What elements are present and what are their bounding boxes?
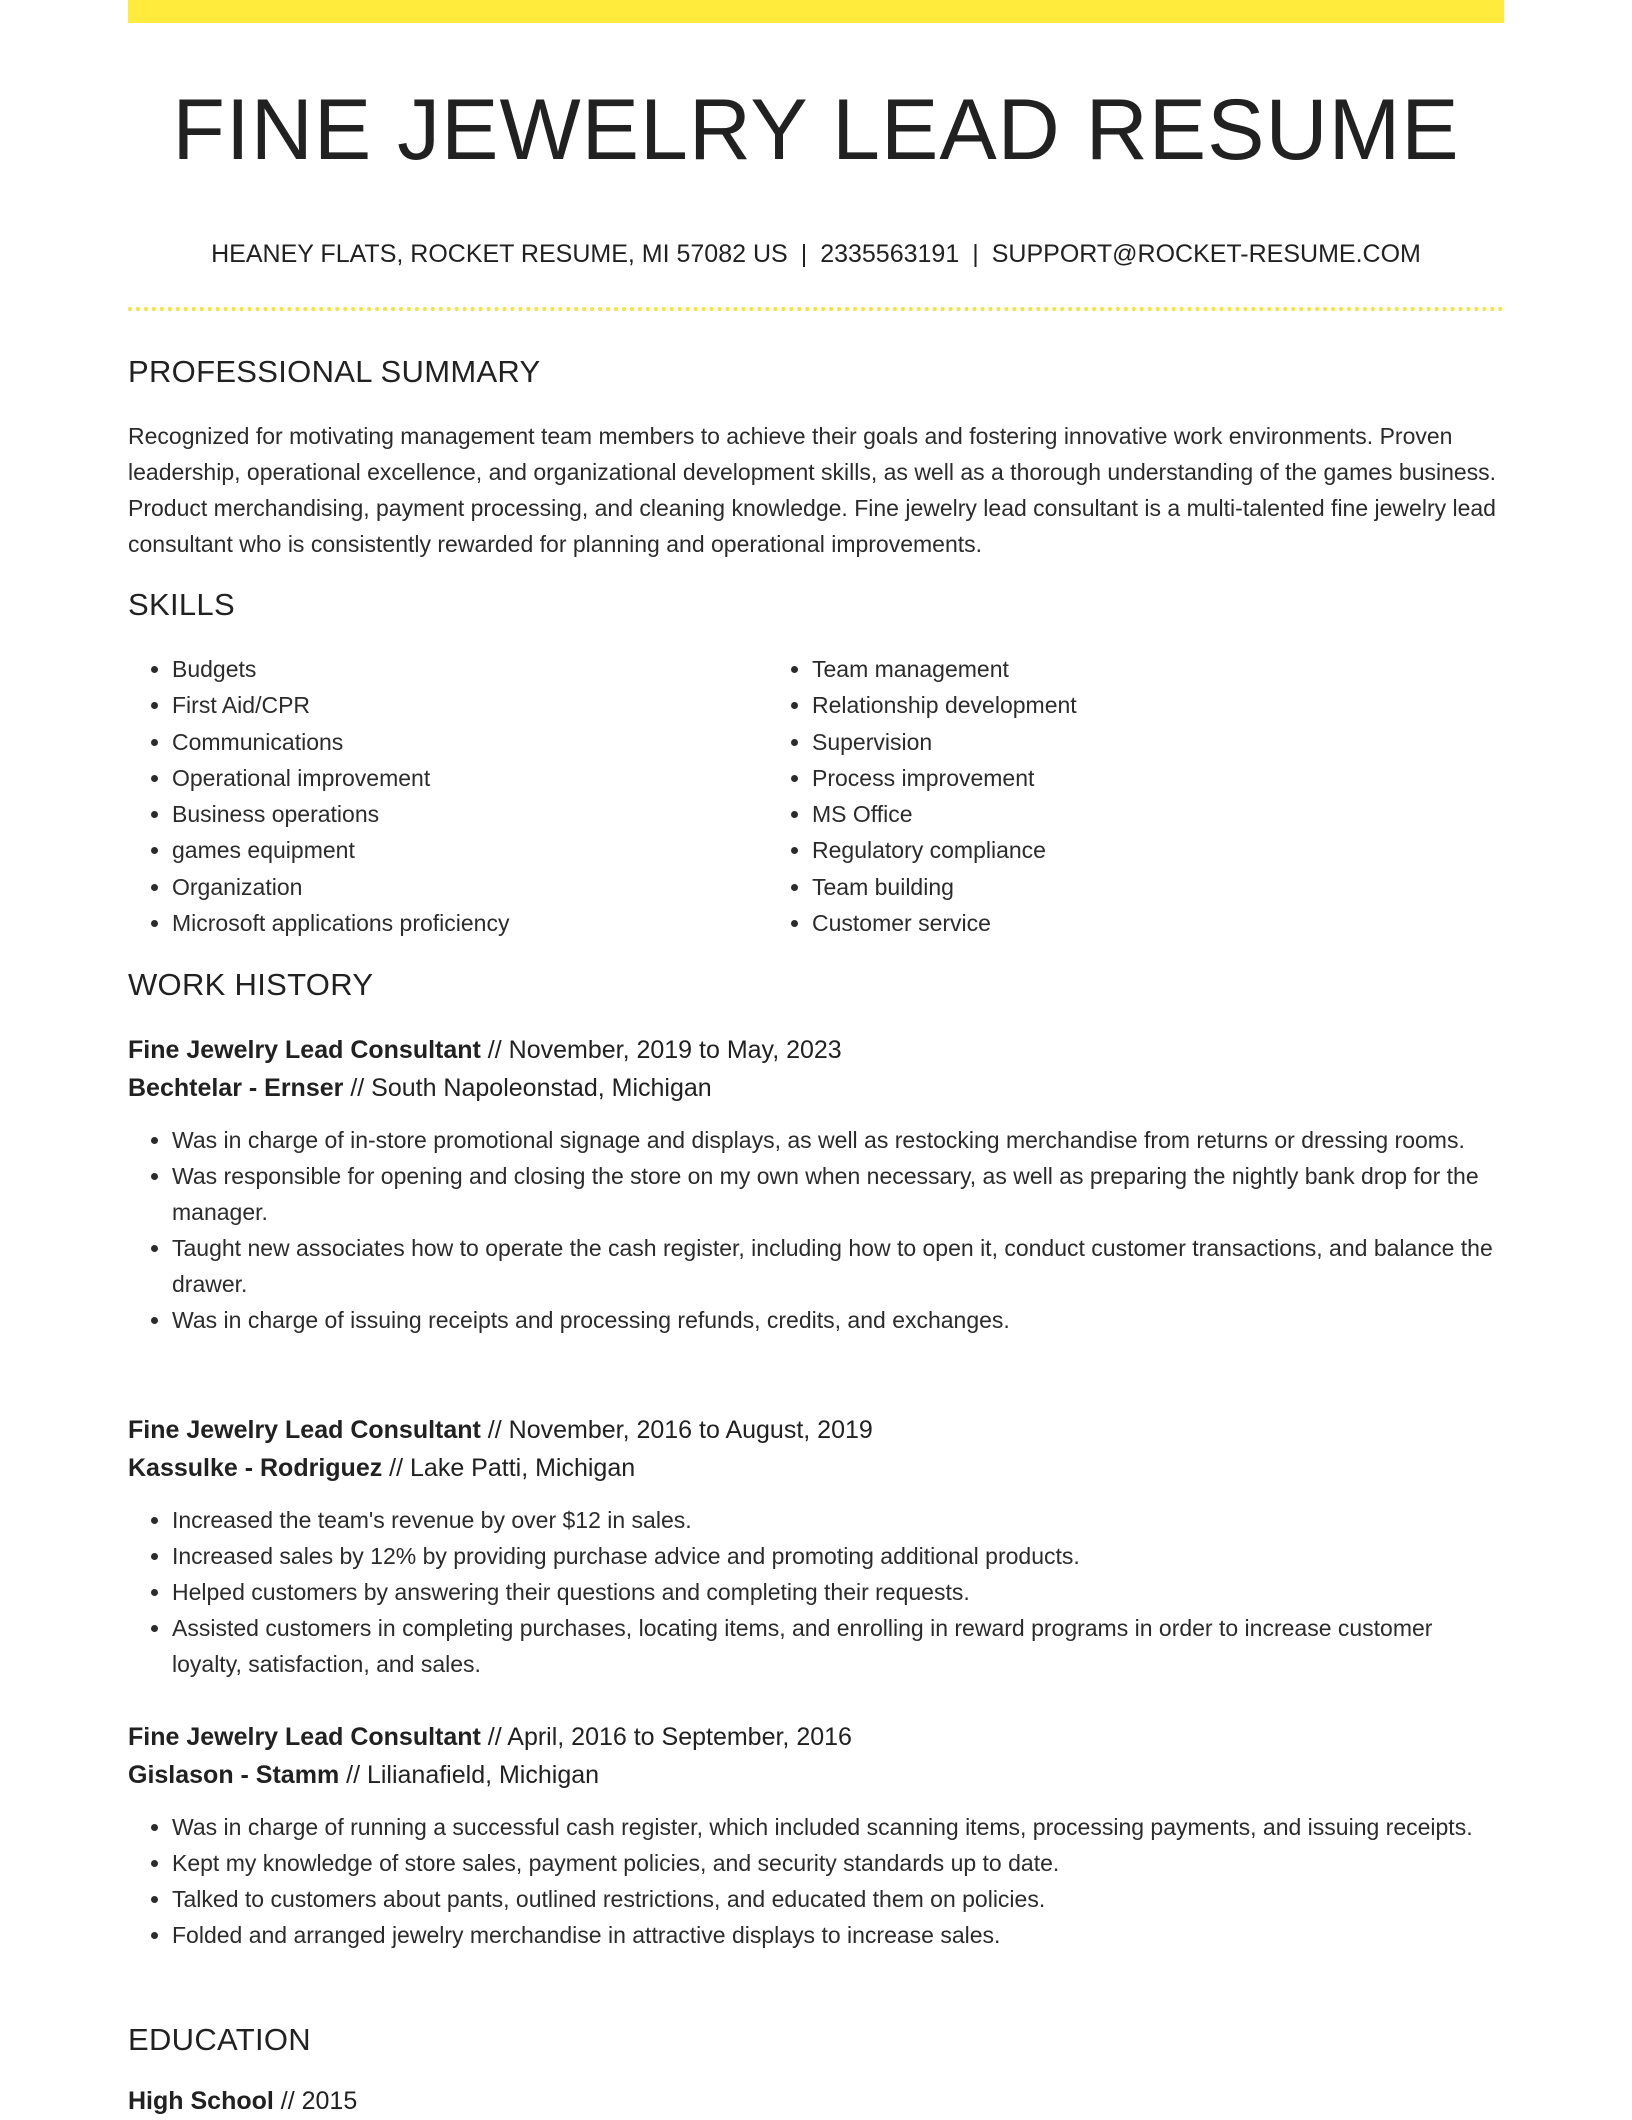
job-bullet: • Talked to customers about pants, outlined restrictions, and educated them on policies.: [172, 1881, 1504, 1917]
job-bullet: • Was in charge of in-store promotional signage and displays, as well as restocking merchandise from returns or dressing rooms.: [172, 1122, 1504, 1158]
education-year: // 2015: [273, 2087, 358, 2115]
job-bullet: • Folded and arranged jewelry merchandise in attractive displays to increase sales.: [172, 1917, 1504, 1953]
job-bullet: • Kept my knowledge of store sales, payment policies, and security standards up to date.: [172, 1845, 1504, 1881]
summary-heading: PROFESSIONAL SUMMARY: [128, 354, 541, 389]
skill-item: • Relationship development: [812, 687, 1504, 723]
job-title-line: [128, 1718, 1504, 1756]
job-role: Fine Jewelry Lead Consultant: [128, 1416, 481, 1444]
skills-column-right: [762, 651, 1504, 941]
job-location: // Lake Patti, Michigan: [382, 1454, 636, 1482]
skill-item: • Customer service: [812, 905, 1504, 941]
job-dates: // November, 2019 to May, 2023: [480, 1036, 842, 1064]
job-bullet: • Taught new associates how to operate the cash register, including how to open it, conduct customer transactions, and balance the drawer.: [172, 1230, 1504, 1302]
job-bullet: • Helped customers by answering their questions and completing their requests.: [172, 1574, 1504, 1610]
contact-address: HEANEY FLATS, ROCKET RESUME, MI 57082 US: [211, 240, 788, 268]
job-bullet: • Was in charge of issuing receipts and processing refunds, credits, and exchanges.: [172, 1302, 1504, 1338]
skill-item: • Team building: [812, 869, 1504, 905]
contact-email[interactable]: SUPPORT@ROCKET-RESUME.COM: [991, 240, 1421, 268]
job-company-line: [128, 1069, 1504, 1107]
skill-item: • Process improvement: [812, 760, 1504, 796]
job-bullets: [128, 1502, 1504, 1682]
skill-item: • Microsoft applications proficiency: [172, 905, 762, 941]
job-location: // South Napoleonstad, Michigan: [343, 1074, 712, 1102]
summary-text: Recognized for motivating management team members to achieve their goals and fostering innovative work environments. Proven leadership, operational excellence, and organizational development skills, as well as a thorough understanding of the games business. Product merchandising, payment processing, and cleaning knowledge. Fine jewelry lead consultant is a multi-talented fine jewelry lead consultant who is consistently rewarded for planning and operational improvements.: [128, 423, 1497, 557]
job-bullet: • Increased the team's revenue by over $12 in sales.: [172, 1502, 1504, 1538]
skills-column-left: [128, 651, 762, 941]
job-company: Kassulke - Rodriguez: [128, 1454, 383, 1482]
work-history-heading: WORK HISTORY: [128, 967, 374, 1002]
job-dates: // November, 2016 to August, 2019: [480, 1416, 873, 1444]
skill-item: • Communications: [172, 724, 762, 760]
skill-item: • Organization: [172, 869, 762, 905]
job-company: Bechtelar - Ernser: [128, 1074, 344, 1102]
education-degree: High School: [128, 2087, 274, 2115]
accent-bar: [128, 0, 1504, 23]
job-role: Fine Jewelry Lead Consultant: [128, 1036, 481, 1064]
skill-item: • Budgets: [172, 651, 762, 687]
skill-item: • Team management: [812, 651, 1504, 687]
contact-line: [128, 236, 1504, 272]
job-bullet: • Was in charge of running a successful cash register, which included scanning items, processing payments, and issuing receipts.: [172, 1809, 1504, 1845]
skills-heading: SKILLS: [128, 587, 235, 622]
resume-title: FINE JEWELRY LEAD RESUME: [172, 82, 1460, 178]
job-entry: [128, 1411, 1504, 1682]
job-bullets: [128, 1122, 1504, 1338]
education-heading: EDUCATION: [128, 2022, 311, 2057]
job-bullets: [128, 1809, 1504, 1953]
contact-separator: |: [972, 240, 979, 268]
skills-list: [128, 651, 1504, 941]
skill-item: • Business operations: [172, 796, 762, 832]
job-role: Fine Jewelry Lead Consultant: [128, 1723, 481, 1751]
job-title-line: [128, 1411, 1504, 1449]
skill-item: • Supervision: [812, 724, 1504, 760]
job-company-line: [128, 1449, 1504, 1487]
job-entry: [128, 1031, 1504, 1338]
job-company-line: [128, 1756, 1504, 1794]
job-title-line: [128, 1031, 1504, 1069]
contact-separator: |: [800, 240, 808, 268]
job-bullet: • Was responsible for opening and closing the store on my own when necessary, as well as preparing the nightly bank drop for the manager.: [172, 1158, 1504, 1230]
skill-item: • First Aid/CPR: [172, 687, 762, 723]
skill-item: • games equipment: [172, 832, 762, 868]
job-dates: // April, 2016 to September, 2016: [480, 1723, 852, 1751]
job-bullet: • Assisted customers in completing purchases, locating items, and enrolling in reward programs in order to increase customer loyalty, satisfaction, and sales.: [172, 1610, 1504, 1682]
job-bullet: • Increased sales by 12% by providing purchase advice and promoting additional products.: [172, 1538, 1504, 1574]
job-entry: [128, 1718, 1504, 1953]
skill-item: • Regulatory compliance: [812, 832, 1504, 868]
contact-phone[interactable]: 2335563191: [820, 240, 960, 268]
job-company: Gislason - Stamm: [128, 1761, 340, 1789]
dotted-divider: [128, 307, 1504, 311]
job-location: // Lilianafield, Michigan: [339, 1761, 600, 1789]
education-entry: [128, 2082, 357, 2120]
skill-item: • MS Office: [812, 796, 1504, 832]
skill-item: • Operational improvement: [172, 760, 762, 796]
